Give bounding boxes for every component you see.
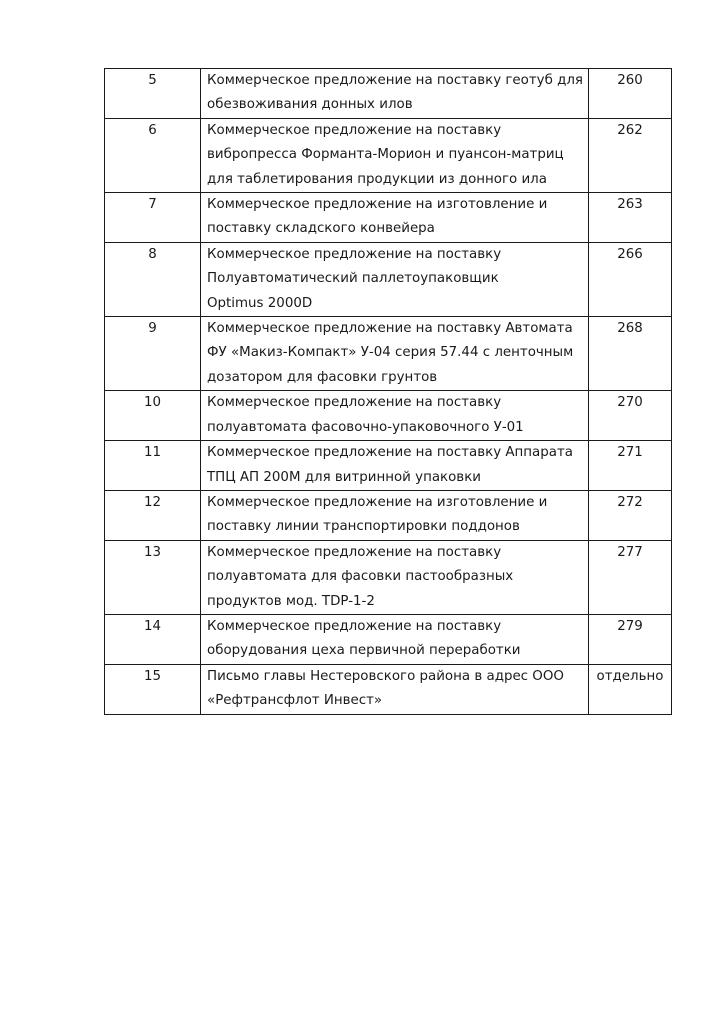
contents-table (104, 68, 672, 715)
row-title-line: Письмо главы Нестеровского района в адрес ООО (207, 668, 564, 684)
row-page: 262 (589, 118, 672, 192)
table-row (105, 664, 672, 714)
table-row (105, 317, 672, 391)
row-number: 5 (105, 69, 201, 119)
row-title-line: Коммерческое предложение на поставку (207, 122, 502, 138)
row-title-line: обезвоживания донных илов (207, 97, 413, 113)
row-title (201, 193, 589, 243)
row-title (201, 391, 589, 441)
row-title (201, 242, 589, 316)
row-title (201, 69, 589, 119)
row-number: 7 (105, 193, 201, 243)
contents-table-body (105, 69, 672, 715)
table-row (105, 540, 672, 614)
row-title-line: Коммерческое предложение на поставку (207, 544, 502, 560)
row-number: 6 (105, 118, 201, 192)
row-page: 270 (589, 391, 672, 441)
table-row (105, 193, 672, 243)
row-page: 260 (589, 69, 672, 119)
table-row (105, 118, 672, 192)
row-title-line: Optimus 2000D (207, 295, 313, 311)
row-page: 263 (589, 193, 672, 243)
row-title-line: Коммерческое предложение на поставку Аппарата (207, 445, 573, 461)
row-page: 268 (589, 317, 672, 391)
row-title (201, 317, 589, 391)
row-page: 271 (589, 441, 672, 491)
row-number: 10 (105, 391, 201, 441)
row-number: 12 (105, 490, 201, 540)
row-number: 15 (105, 664, 201, 714)
table-row (105, 391, 672, 441)
row-number: 14 (105, 614, 201, 664)
row-title-line: Коммерческое предложение на поставку (207, 395, 502, 411)
row-title (201, 540, 589, 614)
row-title-line: Коммерческое предложение на поставку (207, 618, 502, 634)
table-row (105, 242, 672, 316)
row-title-line: Коммерческое предложение на поставку Автомата (207, 321, 573, 337)
table-row (105, 490, 672, 540)
row-title-line: Коммерческое предложение на поставку (207, 246, 502, 262)
row-page: 279 (589, 614, 672, 664)
row-number: 13 (105, 540, 201, 614)
row-title (201, 490, 589, 540)
row-title-line: Полуавтоматический паллетоупаковщик (207, 271, 499, 287)
row-title-line: ФУ «Макиз-Компакт» У-04 серия 57.44 с ленточным (207, 345, 574, 361)
row-title-line: Коммерческое предложение на изготовление и (207, 494, 548, 510)
row-number: 8 (105, 242, 201, 316)
row-title-line: Коммерческое предложение на изготовление и (207, 197, 548, 213)
row-title (201, 118, 589, 192)
row-number: 11 (105, 441, 201, 491)
row-title (201, 614, 589, 664)
row-page: 277 (589, 540, 672, 614)
row-title-line: для таблетирования продукции из донного ила (207, 171, 547, 187)
row-title-line: полуавтомата фасовочно-упаковочного У-01 (207, 419, 524, 435)
row-title-line: оборудования цеха первичной переработки (207, 643, 521, 659)
row-title (201, 664, 589, 714)
row-title-line: продуктов мод. TDP-1-2 (207, 593, 375, 609)
row-title-line: поставку складского конвейера (207, 221, 435, 237)
row-title (201, 441, 589, 491)
row-title-line: поставку линии транспортировки поддонов (207, 519, 520, 535)
row-page: 272 (589, 490, 672, 540)
table-row (105, 614, 672, 664)
table-row (105, 69, 672, 119)
row-title-line: полуавтомата для фасовки пастообразных (207, 569, 514, 585)
table-row (105, 441, 672, 491)
row-page: отдельно (589, 664, 672, 714)
row-title-line: дозатором для фасовки грунтов (207, 369, 438, 385)
row-title-line: «Рефтрансфлот Инвест» (207, 693, 383, 709)
row-title-line: Коммерческое предложение на поставку геотуб для (207, 73, 583, 88)
row-page: 266 (589, 242, 672, 316)
row-title-line: ТПЦ АП 200М для витринной упаковки (207, 469, 481, 485)
row-title-line: вибропресса Форманта-Морион и пуансон-матриц (207, 147, 564, 163)
row-number: 9 (105, 317, 201, 391)
